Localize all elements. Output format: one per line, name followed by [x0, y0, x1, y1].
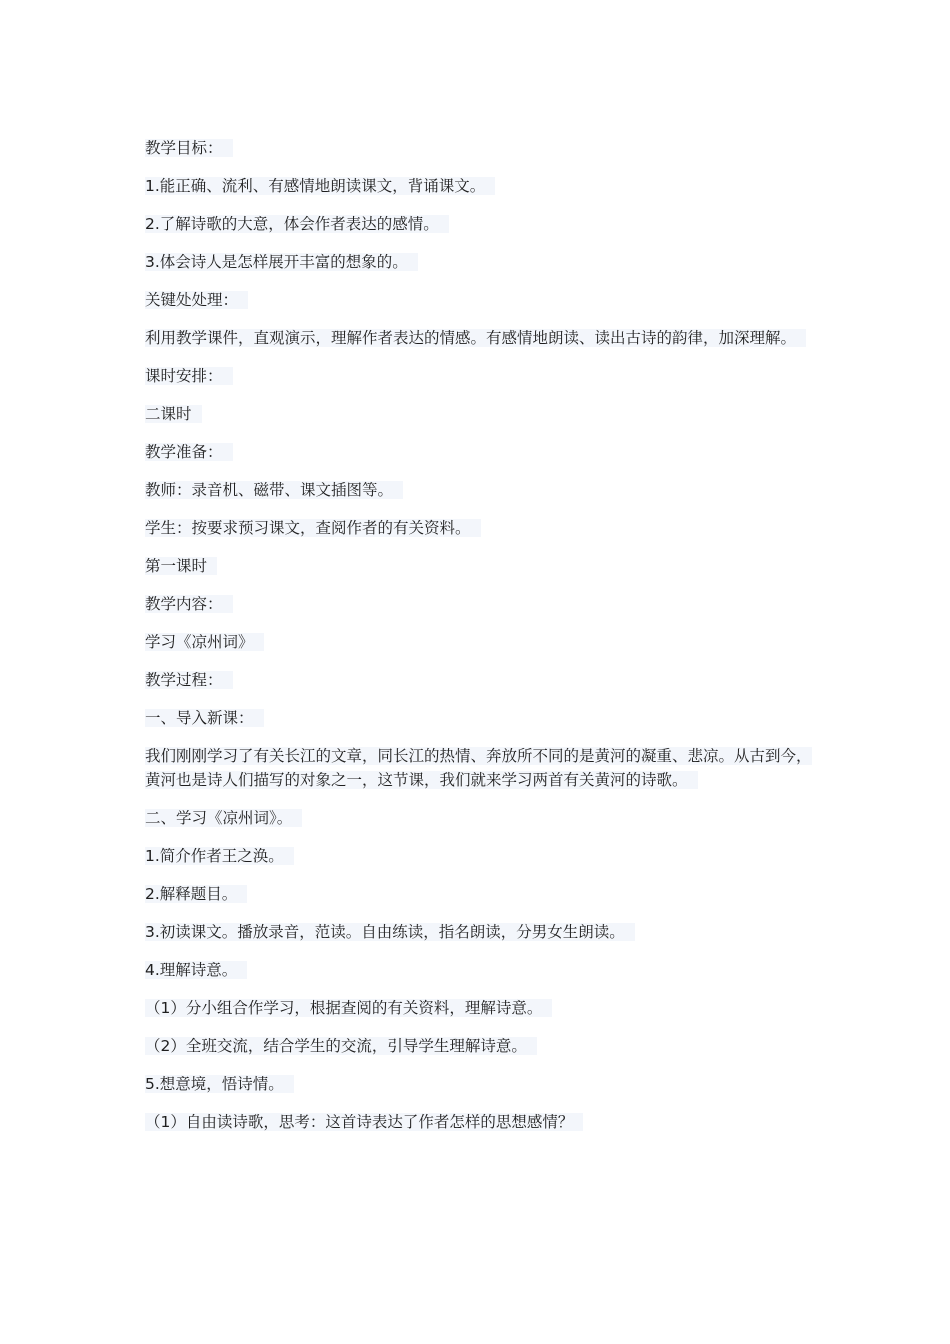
objective-item-1: 1.能正确、流利、有感情地朗读课文，背诵课文。: [145, 174, 813, 198]
process-step-2-heading: 二、学习《凉州词》。: [145, 806, 813, 830]
process-step-1-text: 我们刚刚学习了有关长江的文章，同长江的热情、奔放所不同的是黄河的凝重、悲凉。从古到今，黄河也是诗人们描写的对象之一，这节课，我们就来学习两首有关黄河的诗歌。: [145, 747, 812, 789]
process-item-4: 4.理解诗意。: [145, 958, 813, 982]
process-item-5: 5.想意境，悟诗情。: [145, 1072, 813, 1096]
section-heading-content: 教学内容：: [145, 592, 813, 616]
schedule-text: 二课时: [145, 402, 813, 426]
section-heading-process: 教学过程：: [145, 668, 813, 692]
process-subitem-4-1: （1）分小组合作学习，根据查阅的有关资料，理解诗意。: [145, 996, 813, 1020]
preparation-student: 学生：按要求预习课文，查阅作者的有关资料。: [145, 516, 813, 540]
objective-item-2: 2.了解诗歌的大意，体会作者表达的感情。: [145, 212, 813, 236]
objective-item-3: 3.体会诗人是怎样展开丰富的想象的。: [145, 250, 813, 274]
document-body: [145, 136, 813, 1148]
process-step-1-heading: 一、导入新课：: [145, 706, 813, 730]
preparation-teacher: 教师：录音机、磁带、课文插图等。: [145, 478, 813, 502]
process-item-3: 3.初读课文。播放录音，范读。自由练读，指名朗读，分男女生朗读。: [145, 920, 813, 944]
section-heading-preparation: 教学准备：: [145, 440, 813, 464]
process-item-1: 1.简介作者王之涣。: [145, 844, 813, 868]
lesson-heading-first: 第一课时: [145, 554, 813, 578]
process-item-2: 2.解释题目。: [145, 882, 813, 906]
section-heading-schedule: 课时安排：: [145, 364, 813, 388]
key-points-text: 利用教学课件，直观演示，理解作者表达的情感。有感情地朗读、读出古诗的韵律，加深理解。: [145, 326, 813, 350]
section-heading-key-points: 关键处处理：: [145, 288, 813, 312]
process-subitem-4-2: （2）全班交流，结合学生的交流，引导学生理解诗意。: [145, 1034, 813, 1058]
content-text: 学习《凉州词》: [145, 630, 813, 654]
process-subitem-5-1: （1）自由读诗歌，思考：这首诗表达了作者怎样的思想感情？: [145, 1110, 813, 1134]
section-heading-objectives: 教学目标：: [145, 136, 813, 160]
